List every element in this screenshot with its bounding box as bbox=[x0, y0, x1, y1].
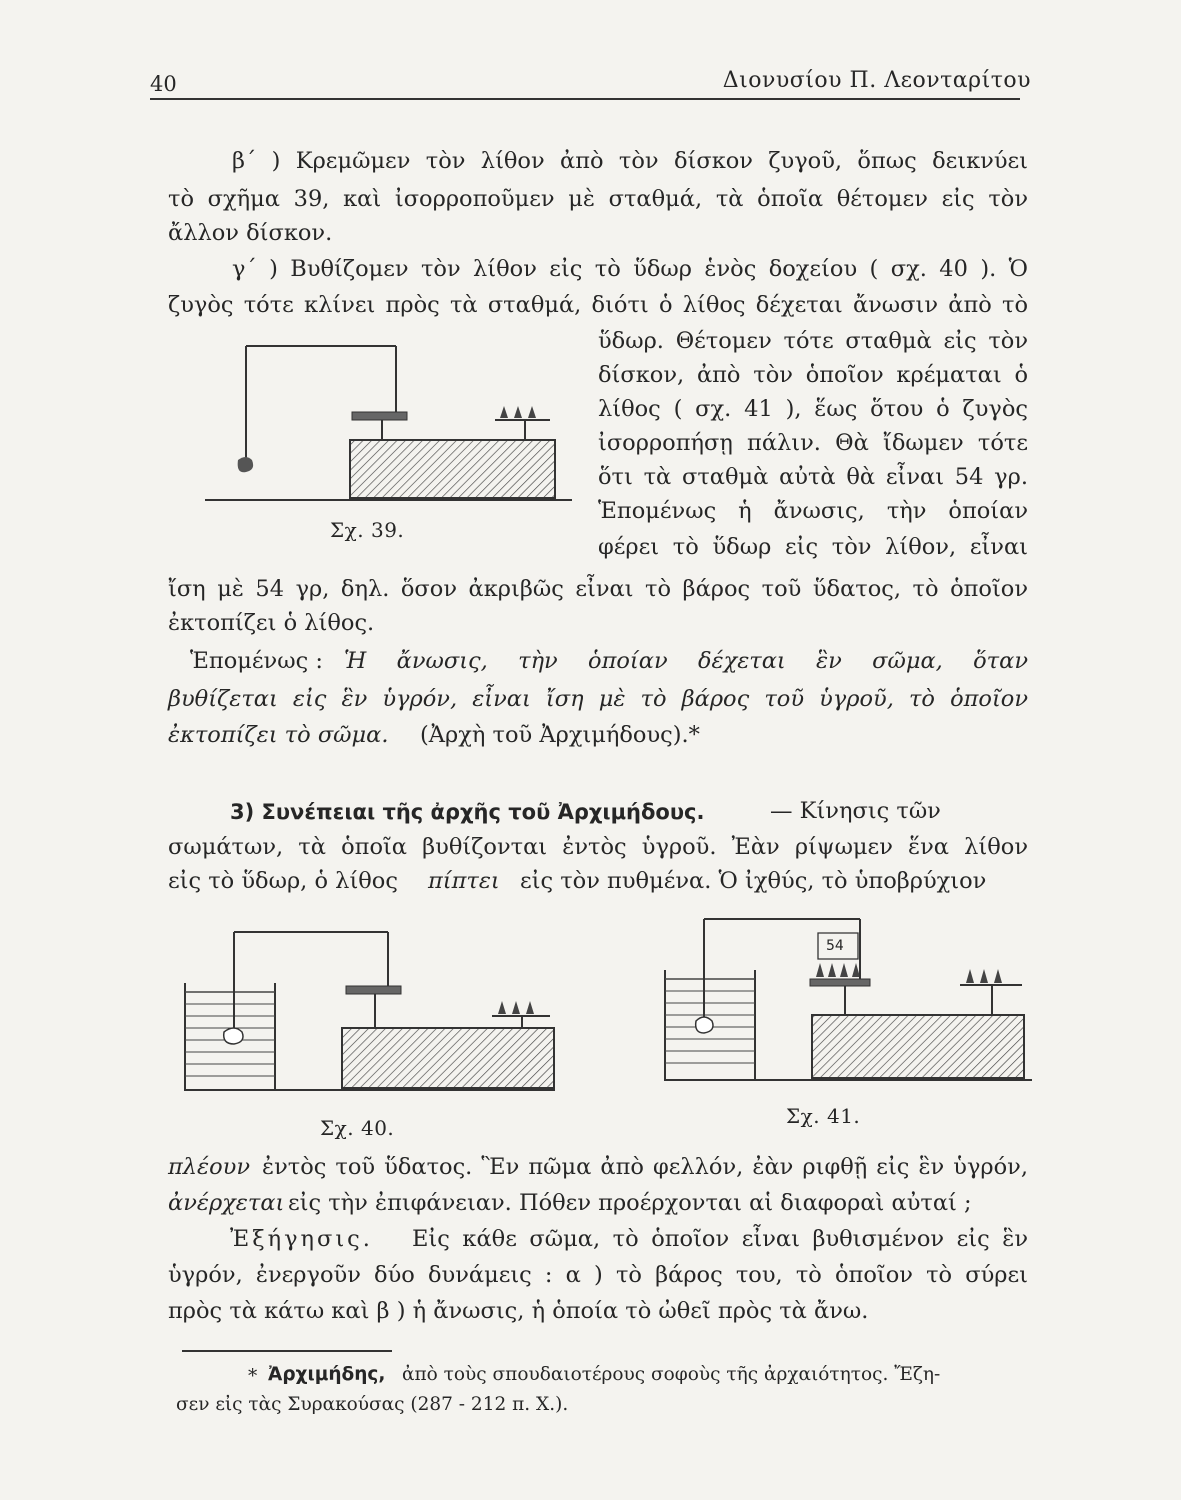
figure-41-caption: Σχ. 41. bbox=[786, 1104, 861, 1128]
section3-heading-rest: — Κίνησις τῶν bbox=[770, 798, 941, 824]
footnote-name: Ἀρχιμήδης, bbox=[268, 1364, 386, 1385]
section3-line2-italic: πίπτει bbox=[428, 868, 500, 894]
principle-line3-italic: ἐκτοπίζει τὸ σῶμα. bbox=[168, 722, 389, 748]
principle-line1: Ἡ ἄνωσις, τὴν ὁποίαν δέχεται ἓν σῶμα, ὅταν bbox=[344, 648, 1028, 674]
para2-col-line6: Ἑπομένως ἡ ἄνωσις, τὴν ὁποίαν bbox=[598, 498, 1028, 524]
footnote-line2: σεν εἰς τὰς Συρακούσας (287 - 212 π. Χ.). bbox=[176, 1394, 569, 1415]
footnote-rule bbox=[182, 1350, 392, 1352]
principle-line2: βυθίζεται εἰς ἓν ὑγρόν, εἶναι ἴση μὲ τὸ βάρος τοῦ ὑγροῦ, τὸ ὁποῖον bbox=[168, 686, 1028, 712]
figure-39-caption: Σχ. 39. bbox=[330, 518, 405, 542]
section3-line1: σωμάτων, τὰ ὁποῖα βυθίζονται ἐντὸς ὑγροῦ. Ἐὰν ρίψωμεν ἕνα λίθον bbox=[168, 834, 1028, 860]
para1-line3: ἄλλον δίσκον. bbox=[168, 220, 333, 246]
para2-col-line7: φέρει τὸ ὕδωρ εἰς τὸν λίθον, εἶναι bbox=[598, 534, 1028, 560]
para2-line4: ἐκτοπίζει ὁ λίθος. bbox=[168, 610, 375, 636]
para2-col-line4: ἰσορροπήσῃ πάλιν. Θὰ ἴδωμεν τότε bbox=[598, 430, 1028, 456]
para2-col-line5: ὅτι τὰ σταθμὰ αὐτὰ θὰ εἶναι 54 γρ. bbox=[598, 464, 1028, 490]
para2-line3: ἴση μὲ 54 γρ, δηλ. ὅσον ἀκριβῶς εἶναι τὸ βάρος τοῦ ὕδατος, τὸ ὁποῖον bbox=[168, 576, 1028, 602]
para4-line2-italic: ἀνέρχεται bbox=[168, 1190, 285, 1216]
para2-col-line3: λίθος ( σχ. 41 ), ἕως ὅτου ὁ ζυγὸς bbox=[598, 396, 1028, 422]
header-rule bbox=[150, 98, 1020, 100]
para1-line2: τὸ σχῆμα 39, καὶ ἰσορροποῦμεν μὲ σταθμά, τὰ ὁποῖα θέτομεν εἰς τὸν bbox=[168, 186, 1028, 212]
para4-line1-italic: πλέουν bbox=[168, 1154, 251, 1180]
para2-col-line2: δίσκον, ἀπὸ τὸν ὁποῖον κρέμαται ὁ bbox=[598, 362, 1028, 388]
page-number: 40 bbox=[150, 72, 177, 96]
principle-line3-rest: (Ἀρχὴ τοῦ Ἀρχιμήδους).* bbox=[420, 722, 700, 748]
footnote-line1: ἀπὸ τοὺς σπουδαιοτέρους σοφοὺς τῆς ἀρχαιότητος. Ἔζη- bbox=[402, 1364, 941, 1385]
principle-lead: Ἑπομένως : bbox=[190, 648, 323, 674]
para1-line1: β΄ ) Κρεμῶμεν τὸν λίθον ἀπὸ τὸν δίσκον ζυγοῦ, ὅπως δεικνύει bbox=[232, 148, 1028, 174]
figure-41-weight-label: 54 bbox=[826, 938, 844, 954]
footnote-star: * bbox=[248, 1366, 258, 1387]
section3-heading: 3) Συνέπειαι τῆς ἀρχῆς τοῦ Ἀρχιμήδους. bbox=[230, 800, 705, 824]
para2-line1: γ΄ ) Βυθίζομεν τὸν λίθον εἰς τὸ ὕδωρ ἑνὸς δοχείου ( σχ. 40 ). Ὁ bbox=[232, 256, 1028, 282]
para4-line3: Εἰς κάθε σῶμα, τὸ ὁποῖον εἶναι βυθισμένον εἰς ἓν bbox=[412, 1226, 1028, 1252]
para4-line4: ὑγρόν, ἐνεργοῦν δύο δυνάμεις : α ) τὸ βάρος του, τὸ ὁποῖον τὸ σύρει bbox=[168, 1262, 1028, 1288]
para2-line2: ζυγὸς τότε κλίνει πρὸς τὰ σταθμά, διότι ὁ λίθος δέχεται ἄνωσιν ἀπὸ τὸ bbox=[168, 292, 1028, 318]
section3-line2a: εἰς τὸ ὕδωρ, ὁ λίθος bbox=[168, 868, 398, 894]
para4-explanation-label: Ἐξήγησις. bbox=[230, 1226, 373, 1252]
figure-39-balance-diagram bbox=[200, 340, 580, 510]
figure-40-caption: Σχ. 40. bbox=[320, 1116, 395, 1140]
para4-line5: πρὸς τὰ κάτω καὶ β ) ἡ ἄνωσις, ἡ ὁποία τὸ ὠθεῖ πρὸς τὰ ἄνω. bbox=[168, 1298, 869, 1324]
figure-40-balance-diagram bbox=[180, 928, 580, 1098]
para2-col-line1: ὕδωρ. Θέτομεν τότε σταθμὰ εἰς τὸν bbox=[598, 328, 1028, 354]
para4-line1: ἐντὸς τοῦ ὕδατος. Ἓν πῶμα ἀπὸ φελλόν, ἐὰν ριφθῇ εἰς ἓν ὑγρόν, bbox=[262, 1154, 1028, 1180]
figure-41-balance-diagram bbox=[660, 915, 1040, 1095]
section3-line2c: εἰς τὸν πυθμένα. Ὁ ἰχθύς, τὸ ὑποβρύχιον bbox=[520, 868, 987, 894]
para4-line2: εἰς τὴν ἐπιφάνειαν. Πόθεν προέρχονται αἱ διαφοραὶ αὐταί ; bbox=[288, 1190, 972, 1216]
running-header-author: Διονυσίου Π. Λεονταρίτου bbox=[722, 68, 1031, 93]
